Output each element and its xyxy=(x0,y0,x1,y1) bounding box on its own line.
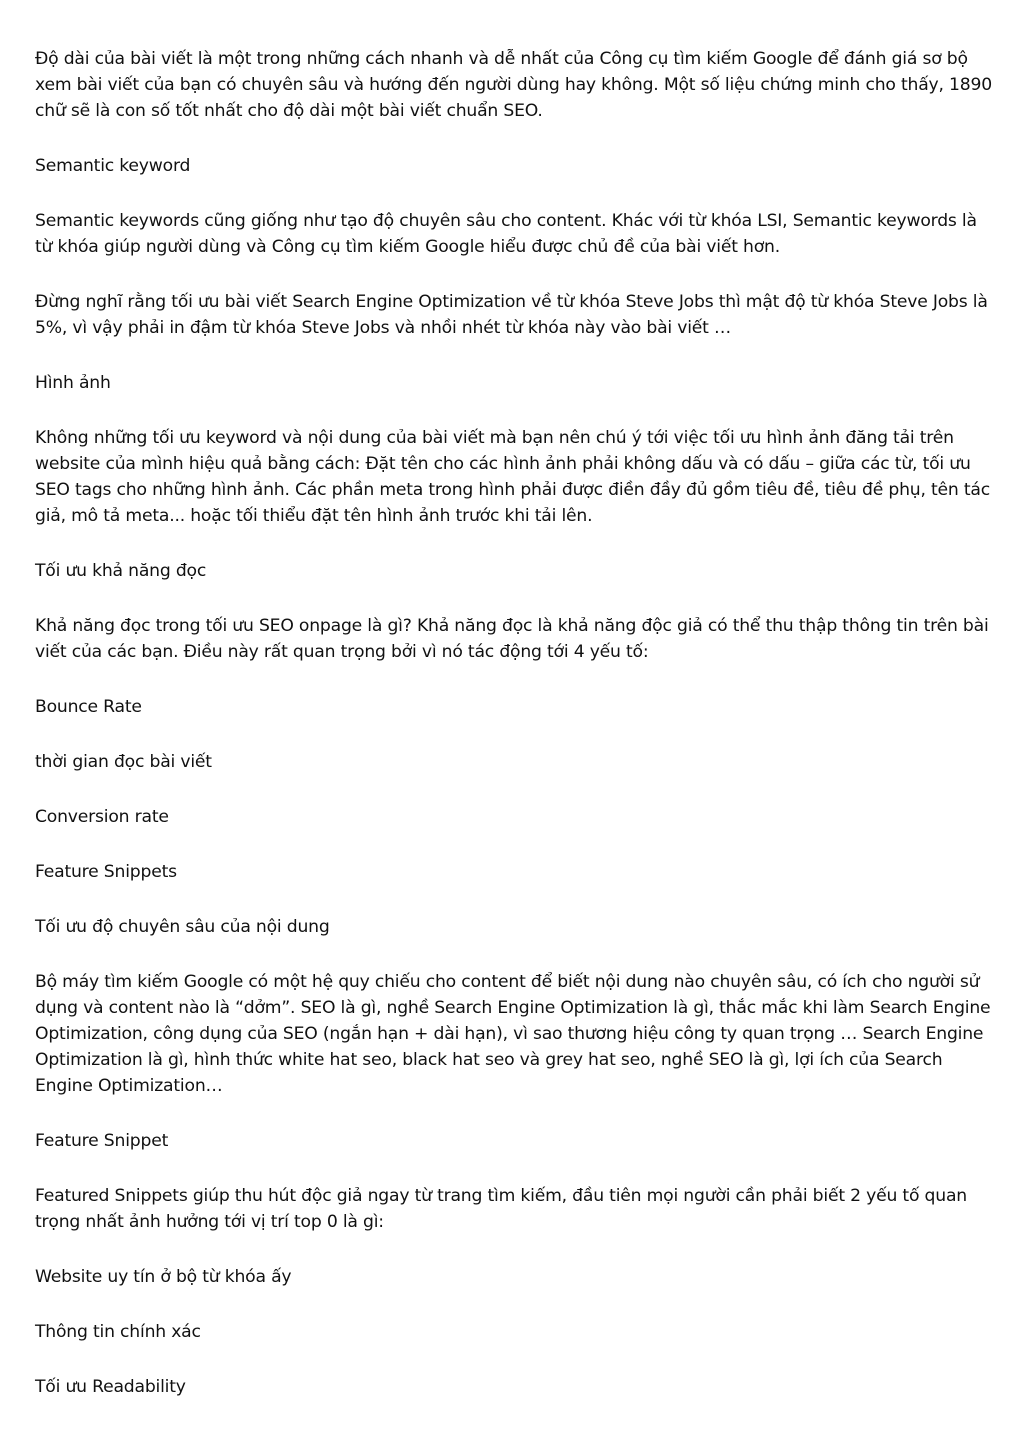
list-item-feature-snippets: Feature Snippets xyxy=(35,862,177,882)
heading-content-depth: Tối ưu độ chuyên sâu của nội dung xyxy=(35,917,330,937)
list-item-bounce-rate: Bounce Rate xyxy=(35,697,142,717)
heading-readability: Tối ưu khả năng đọc xyxy=(35,561,207,581)
paragraph-content-depth: Bộ máy tìm kiếm Google có một hệ quy chiếu cho content để biết nội dung nào chuyên sâu, có ích cho người sử dụng và content nào là “dởm”. SEO là gì, nghề Search Engine Optimization là gì, thắc mắc khi làm Search Engine Optimization, công dụng của SEO (ngắn hạn + dài hạn), vì sao thương hiệu công ty quan trọng … Search Engine Optimization là gì, hình thức white hat seo, black hat seo và grey hat seo, nghề SEO là gì, lợi ích của Search Engine Optimization… xyxy=(35,972,991,1096)
list-item-reading-time: thời gian đọc bài viết xyxy=(35,752,212,772)
heading-feature-snippet: Feature Snippet xyxy=(35,1131,169,1151)
paragraph-semantic-keywords: Semantic keywords cũng giống như tạo độ chuyên sâu cho content. Khác với từ khóa LSI, Semantic keywords là từ khóa giúp người dùng và Công cụ tìm kiếm Google hiểu được chủ đề của bài viết hơn. xyxy=(35,211,977,257)
paragraph-article-length: Độ dài của bài viết là một trong những cách nhanh và dễ nhất của Công cụ tìm kiếm Google để đánh giá sơ bộ xem bài viết của bạn có chuyên sâu và hướng đến người dùng hay không. Một số liệu chứng minh cho thấy, 1890 chữ sẽ là con số tốt nhất cho độ dài một bài viết chuẩn SEO. xyxy=(35,49,992,121)
paragraph-featured-snippets: Featured Snippets giúp thu hút độc giả ngay từ trang tìm kiếm, đầu tiên mọi người cần phải biết 2 yếu tố quan trọng nhất ảnh hưởng tới vị trí top 0 là gì: xyxy=(35,1186,967,1232)
document-body xyxy=(35,46,995,1429)
heading-optimize-readability: Tối ưu Readability xyxy=(35,1377,186,1397)
heading-semantic-keyword: Semantic keyword xyxy=(35,156,191,176)
paragraph-readability: Khả năng đọc trong tối ưu SEO onpage là gì? Khả năng đọc là khả năng độc giả có thể thu thập thông tin trên bài viết của các bạn. Điều này rất quan trọng bởi vì nó tác động tới 4 yếu tố: xyxy=(35,616,989,662)
paragraph-keyword-density: Đừng nghĩ rằng tối ưu bài viết Search Engine Optimization về từ khóa Steve Jobs thì mật độ từ khóa Steve Jobs là 5%, vì vậy phải in đậm từ khóa Steve Jobs và nhồi nhét từ khóa này vào bài viết … xyxy=(35,292,988,338)
list-item-conversion-rate: Conversion rate xyxy=(35,807,169,827)
list-item-accurate-information: Thông tin chính xác xyxy=(35,1322,201,1342)
heading-images: Hình ảnh xyxy=(35,373,111,393)
list-item-website-authority: Website uy tín ở bộ từ khóa ấy xyxy=(35,1267,292,1287)
paragraph-image-optimization: Không những tối ưu keyword và nội dung của bài viết mà bạn nên chú ý tới việc tối ưu hình ảnh đăng tải trên website của mình hiệu quả bằng cách: Đặt tên cho các hình ảnh phải không dấu và có dấu – giữa các từ, tối ưu SEO tags cho những hình ảnh. Các phần meta trong hình phải được điền đầy đủ gồm tiêu đề, tiêu đề phụ, tên tác giả, mô tả meta... hoặc tối thiểu đặt tên hình ảnh trước khi tải lên. xyxy=(35,428,990,526)
